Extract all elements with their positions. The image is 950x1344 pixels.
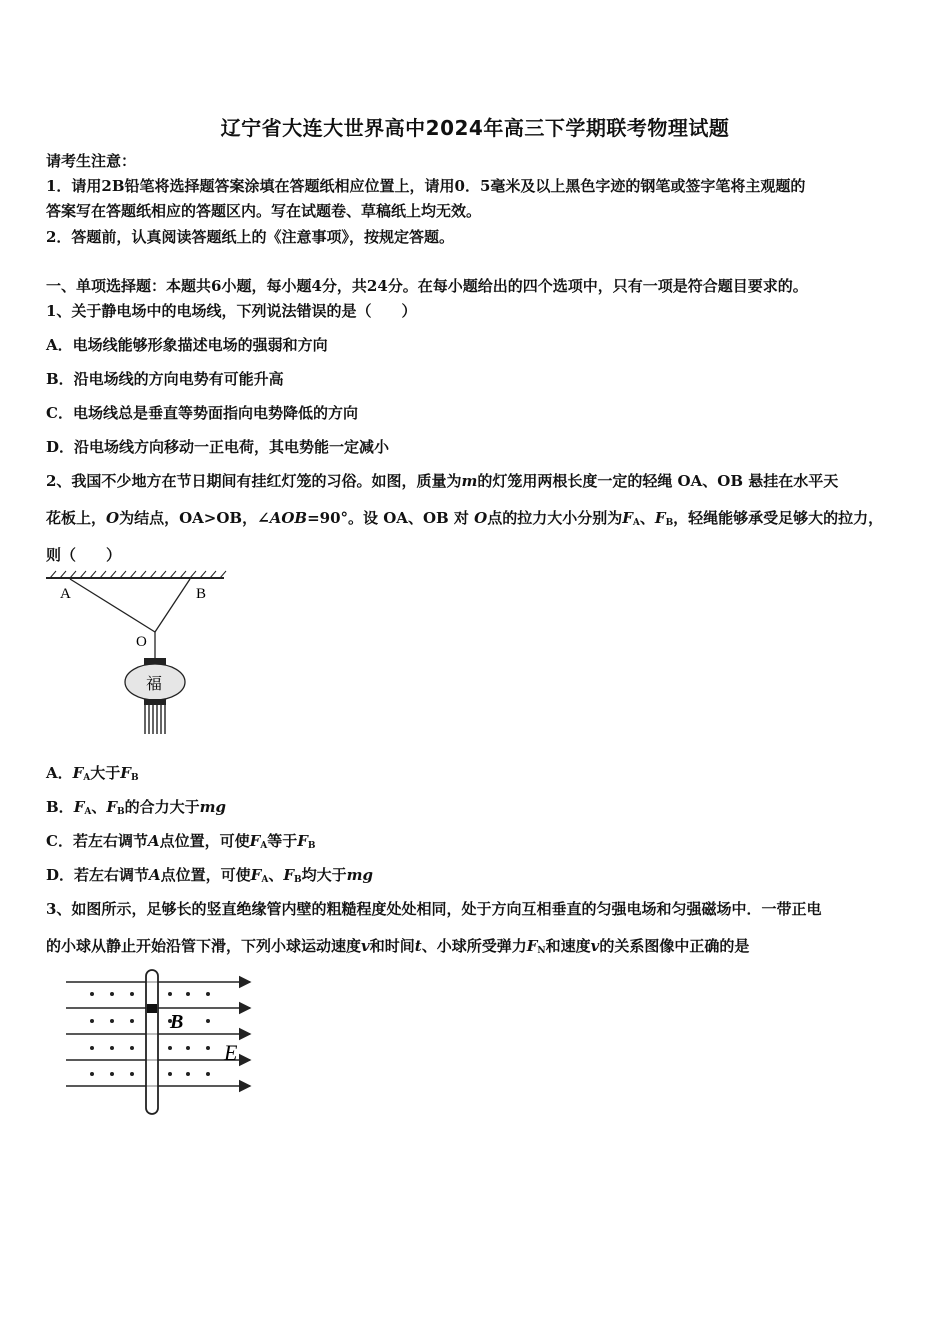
label-a: A (60, 586, 71, 602)
lantern-figure (40, 570, 240, 740)
lantern-tassel (145, 705, 165, 734)
label-o: O (136, 634, 147, 650)
notice-line-1: 1．请用2B铅笔将选择题答案涂填在答题纸相应位置上，请用0．5毫米及以上黑色字迹的钢笔或签字笔将主观题的 (46, 177, 806, 195)
fu-character: 福 (146, 674, 163, 693)
q2-option-b: B．$F_A$、$F_B$的合力大于mg (46, 798, 226, 817)
notice-line-2: 答案写在答题纸相应的答题区内。写在试题卷、草稿纸上均无效。 (46, 202, 482, 220)
q2-stem-line-1: 2、我国不少地方在节日期间有挂红灯笼的习俗。如图，质量为m的灯笼用两根长度一定的轻绳 OA、OB 悬挂在水平天 (46, 472, 839, 490)
label-b: B (170, 1011, 184, 1033)
label-b: B (196, 586, 207, 602)
q3-stem-line-2: 的小球从静止开始沿管下滑，下列小球运动速度v和时间t、小球所受弹力$F_N$和速度v的关系图像中正确的是 (46, 937, 750, 956)
q1-option-d: D．沿电场线方向移动一正电荷，其电势能一定减小 (46, 438, 390, 456)
rope-oa (70, 579, 155, 632)
q3-stem-line-1: 3、如图所示，足够长的竖直绝缘管内壁的粗糙程度处处相同，处于方向互相垂直的匀强电场和匀强磁场中．一带正电 (46, 900, 822, 918)
q2-option-c: C．若左右调节A点位置，可使$F_A$等于$F_B$ (46, 832, 316, 851)
field-figure (60, 968, 260, 1120)
rope-ob (155, 579, 190, 632)
notice-heading: 请考生注意： (46, 152, 137, 170)
charged-ball (147, 1004, 157, 1013)
q1-option-a: A．电场线能够形象描述电场的强弱和方向 (46, 336, 328, 354)
label-e: E (224, 1040, 238, 1065)
q1-option-b: B．沿电场线的方向电势有可能升高 (46, 370, 284, 388)
q2-stem-line-2: 花板上，O为结点，OA>OB，∠AOB=90°。设 OA、OB 对 O点的拉力大小分别为$F_A$、$F_B$，轻绳能够承受足够大的拉力， (46, 509, 884, 528)
lantern-bottom (144, 699, 166, 705)
q2-option-d: D．若左右调节A点位置，可使$F_A$、$F_B$均大于mg (46, 866, 373, 885)
q1-option-c: C．电场线总是垂直等势面指向电势降低的方向 (46, 404, 358, 422)
page-title: 辽宁省大连大世界高中2024年高三下学期联考物理试题 (220, 116, 730, 140)
notice-line-3: 2．答题前，认真阅读答题纸上的《注意事项》，按规定答题。 (46, 228, 454, 246)
q2-option-a: A．$F_A$大于$F_B$ (46, 764, 139, 783)
section-heading: 一、单项选择题：本题共6小题，每小题4分，共24分。在每小题给出的四个选项中，只有一项是符合题目要求的。 (46, 277, 808, 295)
insulating-tube (146, 970, 158, 1114)
ceiling-hatch (50, 571, 226, 578)
q1-stem: 1、关于静电场中的电场线，下列说法错误的是（ ） (46, 302, 417, 320)
q2-stem-line-3: 则（ ） (46, 546, 122, 564)
